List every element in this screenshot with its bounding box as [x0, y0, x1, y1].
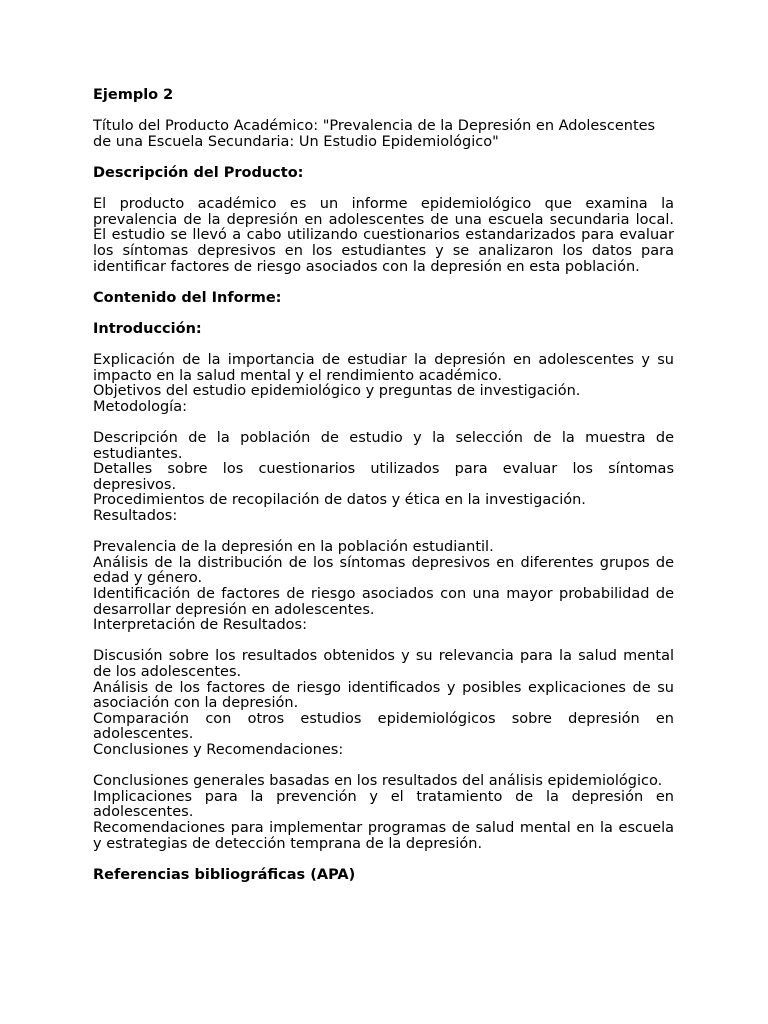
intro-item: Explicación de la importancia de estudiar la depresión en adolescentes y su impacto en la salud mental y el rendimiento académico.	[93, 352, 674, 384]
document-content	[93, 88, 674, 883]
description-body: El producto académico es un informe epidemiológico que examina la prevalencia de la depresión en adolescentes de una escuela secundaria local. El estudio se llevó a cabo utilizando cuestionarios estandarizados para evaluar los síntomas depresivos en los estudiantes y se analizaron los datos para identificar factores de riesgo asociados con la depresión en esta población.	[93, 196, 674, 275]
content-heading: Contenido del Informe:	[93, 289, 282, 306]
interpretation-item: Comparación con otros estudios epidemiológicos sobre depresión en adolescentes.	[93, 710, 674, 743]
interpretation-label: Interpretación de Resultados:	[93, 617, 307, 634]
references-heading: Referencias bibliográficas (APA)	[93, 866, 356, 883]
interpretation-item: Análisis de los factores de riesgo identificados y posibles explicaciones de su asociación con la depresión.	[93, 679, 674, 712]
conclusions-label: Conclusiones y Recomendaciones:	[93, 741, 344, 758]
conclusion-item: Implicaciones para la prevención y el tratamiento de la depresión en adolescentes.	[93, 788, 674, 821]
intro-item: Objetivos del estudio epidemiológico y preguntas de investigación.	[93, 383, 581, 400]
document-heading: Ejemplo 2	[93, 87, 174, 103]
methodology-label: Metodología:	[93, 398, 187, 415]
method-item: Descripción de la población de estudio y la selección de la muestra de estudiantes.	[93, 430, 674, 462]
conclusion-item: Conclusiones generales basadas en los resultados del análisis epidemiológico.	[93, 773, 663, 790]
method-item: Detalles sobre los cuestionarios utilizados para evaluar los síntomas depresivos.	[93, 461, 674, 493]
product-title: Título del Producto Académico: "Prevalencia de la Depresión en Adolescentes de una Escuela Secundaria: Un Estudio Epidemiológico"	[93, 118, 656, 150]
method-item: Procedimientos de recopilación de datos y ética en la investigación.	[93, 492, 586, 509]
conclusion-item: Recomendaciones para implementar programas de salud mental en la escuela y estrategias de detección temprana de la depresión.	[93, 819, 674, 852]
results-label: Resultados:	[93, 508, 178, 525]
results-item: Análisis de la distribución de los síntomas depresivos en diferentes grupos de edad y género.	[93, 554, 674, 587]
description-heading: Descripción del Producto:	[93, 164, 304, 181]
results-item: Identificación de factores de riesgo asociados con una mayor probabilidad de desarrollar depresión en adolescentes.	[93, 586, 674, 618]
results-item: Prevalencia de la depresión en la población estudiantil.	[93, 539, 494, 556]
interpretation-item: Discusión sobre los resultados obtenidos y su relevancia para la salud mental de los adolescentes.	[93, 648, 674, 680]
intro-heading: Introducción:	[93, 320, 202, 337]
